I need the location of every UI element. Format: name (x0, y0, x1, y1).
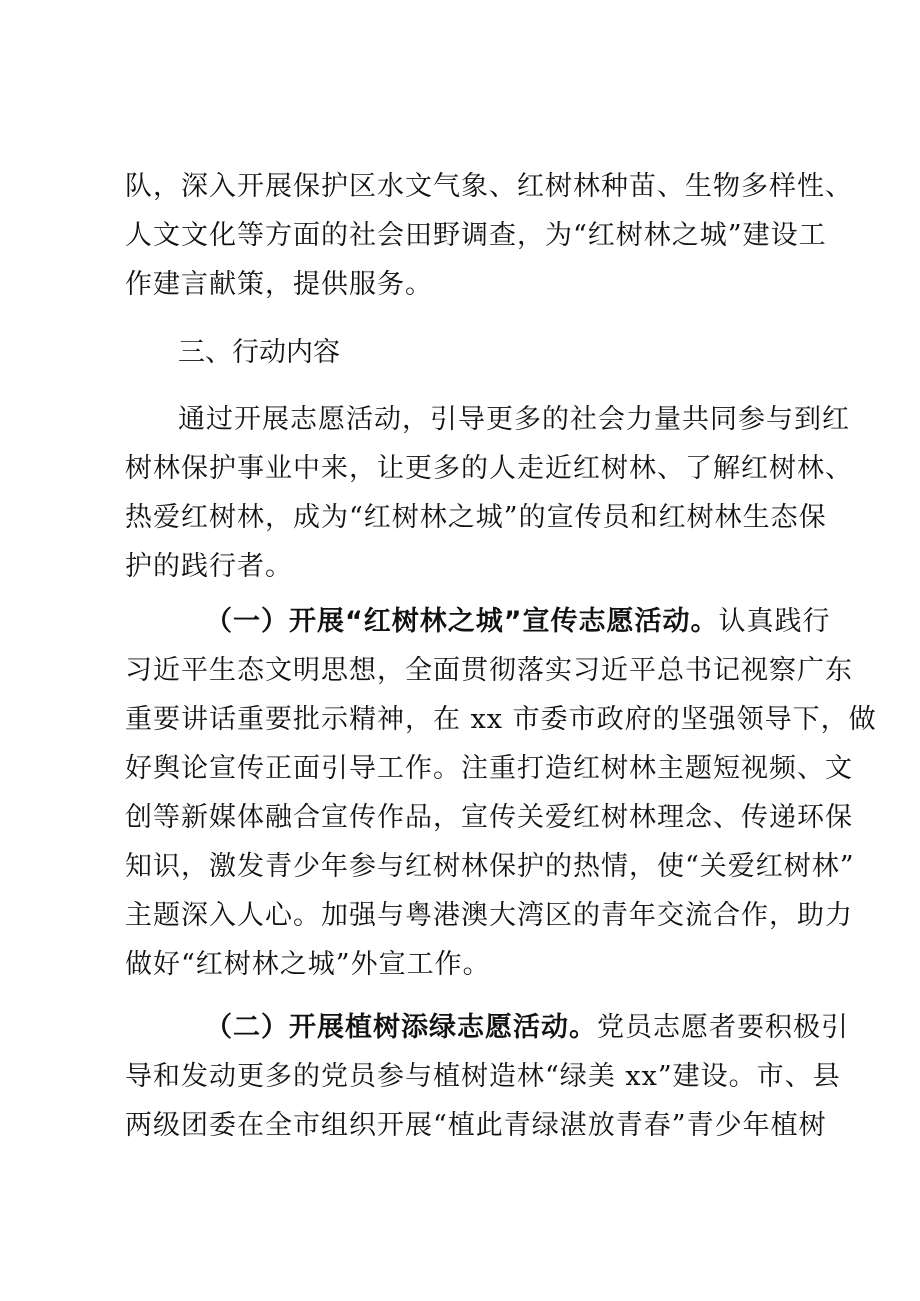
item-1-line-3: 重要讲话重要批示精神，在 xx 市委市政府的坚强领导下，做 (125, 704, 877, 735)
item-1-first-line (205, 605, 831, 639)
paragraph-2-line-4: 护的践行者。 (125, 551, 293, 582)
item-1-line-7: 主题深入人心。加强与粤港澳大湾区的青年交流合作，助力 (125, 900, 853, 931)
paragraph-1-line-2: 人文文化等方面的社会田野调查，为“红树林之城”建设工 (125, 220, 827, 251)
item-2-line-2: 导和发动更多的党员参与植树造林“绿美 xx”建设。市、县 (125, 1061, 841, 1092)
section-heading: 三、行动内容 (178, 337, 340, 368)
paragraph-2-line-2: 树林保护事业中来，让更多的人走近红树林、了解红树林、 (125, 453, 853, 484)
item-1-line-6: 知识，激发青少年参与红树林保护的热情，使“关爱红树林” (125, 851, 855, 882)
item-1-line-4: 好舆论宣传正面引导工作。注重打造红树林主题短视频、文 (125, 753, 853, 784)
item-1-line-8: 做好“红树林之城”外宣工作。 (125, 949, 491, 980)
paragraph-1-line-1: 队，深入开展保护区水文气象、红树林种苗、生物多样性、 (125, 171, 853, 202)
paragraph-1-line-3: 作建言献策，提供服务。 (125, 269, 433, 300)
paragraph-2-line-3: 热爱红树林，成为“红树林之城”的宣传员和红树林生态保 (125, 502, 827, 533)
item-1-first-line-rest: 认真践行 (718, 606, 831, 637)
item-2-line-3: 两级团委在全市组织开展“植此青绿湛放青春”青少年植树 (125, 1110, 827, 1141)
item-1-line-5: 创等新媒体融合宣传作品，宣传关爱红树林理念、传递环保 (125, 802, 853, 833)
item-1-title: （一）开展“红树林之城”宣传志愿活动。 (205, 606, 719, 637)
item-2-title: （二）开展植树添绿志愿活动。 (205, 1012, 597, 1043)
item-2-first-line-rest: 党员志愿者要积极引 (597, 1012, 849, 1043)
paragraph-2-line-1: 通过开展志愿活动，引导更多的社会力量共同参与到红 (178, 404, 850, 435)
item-2-first-line (205, 1011, 849, 1045)
item-1-line-2: 习近平生态文明思想，全面贯彻落实习近平总书记视察广东 (125, 655, 853, 686)
